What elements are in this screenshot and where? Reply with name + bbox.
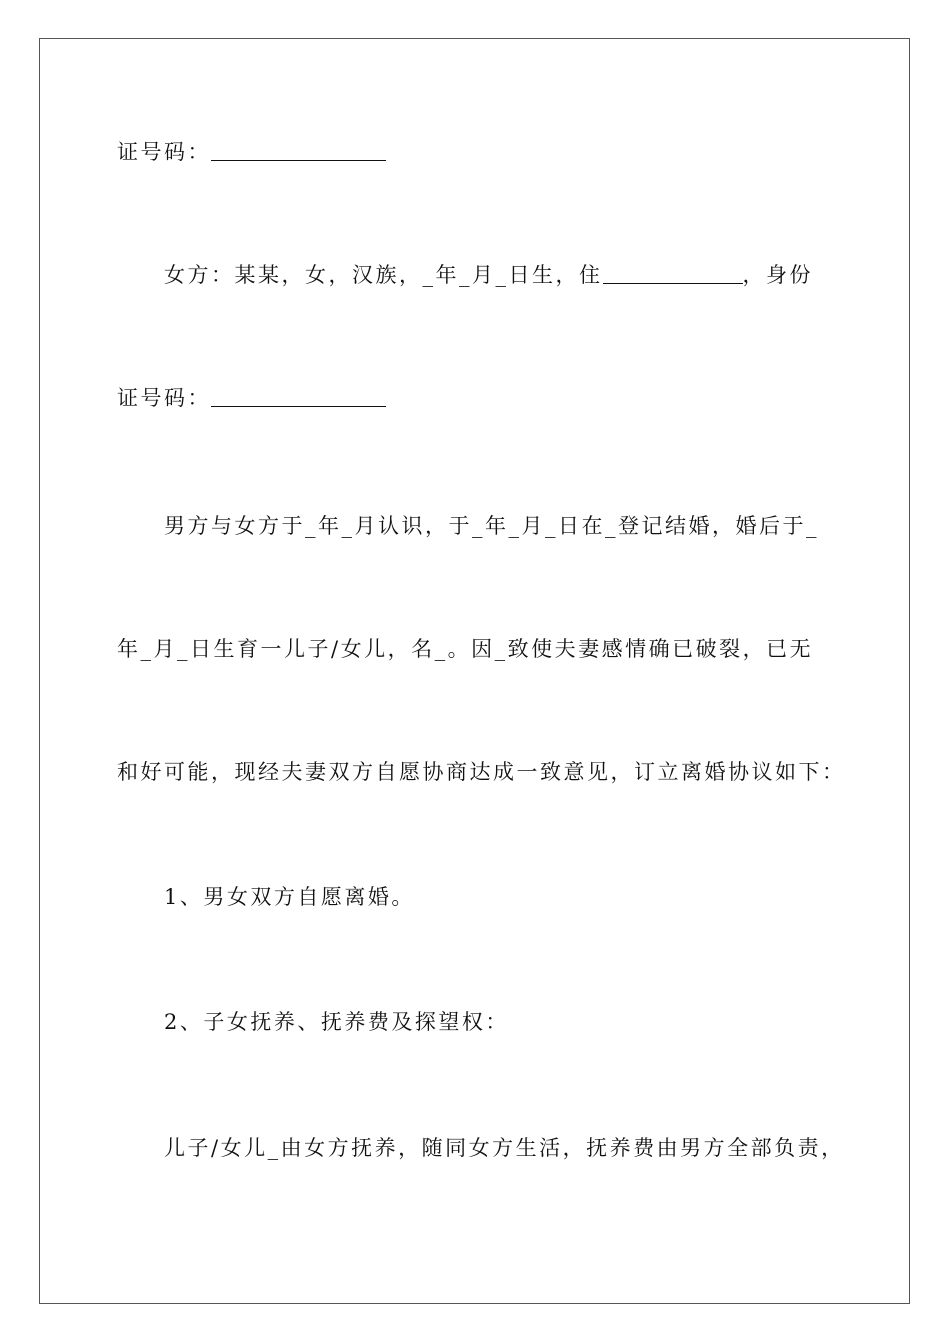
id-number-blank (211, 140, 386, 161)
id-number-label: 证号码： (117, 140, 211, 164)
id-number-line-1 (117, 137, 837, 167)
marriage-para-line-1: 男方与女方于_年_月认识，于_年_月_日在_登记结婚，婚后于_ (164, 514, 819, 538)
female-party-text: 女方：某某，女，汉族，_年_月_日生，住 (164, 263, 603, 287)
page-frame (39, 38, 910, 1304)
female-party-line (164, 260, 884, 290)
custody-para-line-1: 儿子/女儿_由女方抚养，随同女方生活，抚养费由男方全部负责， (164, 1136, 845, 1160)
id-number-label: 证号码： (117, 386, 211, 410)
id-label-start: ，身份 (742, 263, 813, 287)
id-number-blank (211, 386, 386, 407)
clause-1: 1、男女双方自愿离婚。 (164, 885, 415, 909)
clause-2-heading: 2、子女抚养、抚养费及探望权： (164, 1010, 509, 1034)
marriage-para-line-3: 和好可能，现经夫妻双方自愿协商达成一致意见，订立离婚协议如下： (117, 760, 846, 784)
marriage-para-line-2: 年_月_日生育一儿子/女儿，名_。因_致使夫妻感情确已破裂，已无 (117, 637, 814, 661)
address-blank (603, 263, 743, 284)
id-number-line-2 (117, 383, 837, 413)
